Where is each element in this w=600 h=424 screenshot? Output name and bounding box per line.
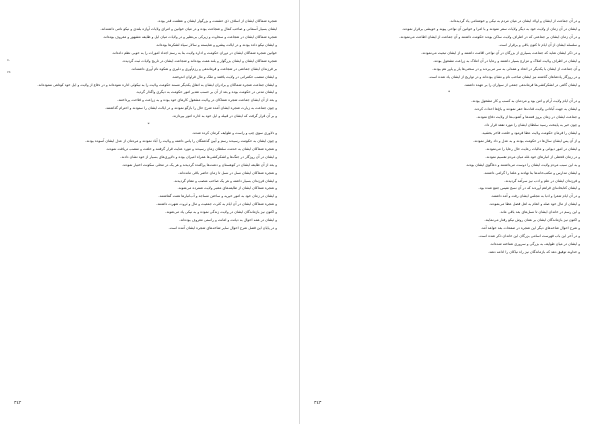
paragraph: و در روزگار پادشاهان گذشته نیز ایشان صاحب نام و نشان بوده‌اند و در تواریخ از ایشان یاد شده است.	[428, 74, 580, 79]
paragraph: و به این سبب مردم ولایت ایشان را دوست می‌داشتند و دعاگوی ایشان بودند.	[465, 162, 580, 167]
paragraph: و ایشان کتابخانه‌ای فراهم آوردند که در آن نسخ نفیس جمع شده بود.	[478, 186, 580, 191]
paragraph: خوانین شجره شماکان ایشان در دوران حکومت و اداره ولایت بنا به رسم اجداد امورات را به خوبی نظم داده‌اند.	[111, 50, 277, 55]
paragraph: و در آن جماعت از ایشان و اولاد ایشان در میان مردم به نیکی و خوشنامی یاد گردیده‌اند.	[449, 19, 580, 23]
paragraph: شجره شماکان ایشان و ایشان بزرگوار و بلند همت بوده‌اند و شجاعت ایشان در تاریخ ولایات ثبت گردیده.	[122, 58, 277, 63]
paragraph: و شجره شماکان ایشان نسل در نسل تا زمان حاضر باقی مانده‌اند.	[178, 170, 277, 175]
paragraph: و شجره شماکان ایشان از طایفه‌های معتبر ولایت شمرده می‌شوند.	[177, 186, 277, 191]
paragraph: و چون خبر به پایتخت رسید سلطان ایشان را مورد تفقد قرار داد.	[483, 122, 580, 127]
paragraph: و ایشان در همه احوال به دیانت و امانت و راستی معروف بوده‌اند.	[179, 218, 277, 223]
paragraph: و ایشان در آن زمان از ولایت خود به دیگر ولایات سفر نمودند و با امرا و خوانین آن نواحی پیوند و خویشی برقرار نمودند.	[401, 26, 580, 31]
paragraph: و بعد از آن طایفه ایشان در کوهستان و دشت‌ها پراکنده گردیدند و هر یک در محلی سکونت اختیار نمودند.	[121, 162, 277, 167]
right-page	[300, 0, 600, 424]
paragraph: و در ذکر ایشان شاید که جماعت بسیاری از بزرگان در آن نواحی اقامت داشتند و از ایشان تبعیت می‌نمودند.	[421, 50, 580, 55]
paragraph: و چون جماعت به زیارت شجره ایشان آمده شرح حال را بازگو نمودند و در ایالت ایشان را ستودند و احترام گذاشتند.	[105, 106, 277, 111]
paragraph: و دلاوری سوی چپ و راست و طوایف کرمان کرده شدند.	[191, 130, 277, 135]
paragraph: و سلسله ایشان از آن ایام تا کنون باقی و برقرار است.	[498, 42, 580, 47]
paragraph: و این رسم در خاندان ایشان تا نسل‌های بعد باقی ماند.	[499, 210, 580, 215]
paragraph: و در آن ایام شعرا و ادبا به مجلس ایشان رفت و آمد داشتند.	[490, 194, 580, 199]
paragraph: و ایشان فرزندان بسیار داشته و هر یک صاحب منصب و مقام گردیدند.	[173, 178, 277, 183]
right-page-number: ٣٤٣	[314, 401, 322, 406]
paragraph: و ایشان جماعت شجره شماکان و برادران ایشان به اتفاق یکدیگر مسند حکومت ولایت را به نیکوئی اداره نموده‌اند و در دفاع از ولایت و ایل خود کوتاهی ننموده‌اند.	[37, 82, 277, 87]
margin-marker: ٧٥	[7, 70, 11, 74]
paragraph: و چون ایشان به حکومت رسیدند رسم و آیین گذشتگان را پاس داشته و ولایت را آباد نمودند و مردمان از عدل ایشان آسوده بودند.	[85, 138, 277, 143]
left-page-number: ٣٤٢	[14, 401, 22, 406]
paragraph: و ایشان در امور دیوانی و مالیات رعایت حال رعایا را می‌نمودند.	[485, 146, 580, 151]
paragraph: و بر آن قرار گرفت که ایشان در قبیله و ایل خود به اداره امور بپردازند.	[171, 114, 277, 119]
paragraph: و فرزندان ایشان در علم و ادب نیز سرآمد گردیدند.	[504, 178, 580, 183]
paragraph: و خداوند توفیق دهد که بازماندگان نیز راه نیاکان را ادامه دهند.	[488, 249, 580, 254]
paragraph: و بعد از آن ایشان جماعت شجره شماکان در ولایت مشغول کارهای خود بوده و به زراعت و فلاحت پرداختند.	[117, 98, 277, 103]
margin-marker: ٥٠	[7, 58, 11, 62]
section-separator: *	[147, 121, 150, 127]
section-separator: *	[448, 89, 450, 95]
paragraph: و در پایان این فصل شرح احوال سایر شاخه‌های شجره ایشان آمده است.	[168, 226, 277, 231]
paragraph: و اکنون نیز بازماندگان ایشان بر همان روش نیکو رفتار می‌نمایند.	[484, 218, 580, 223]
paragraph: و ایشان از مال خود صله و انعام به اهل فضل عطا می‌نمودند.	[488, 202, 580, 207]
paragraph: و ایشان در آن روزگار در جنگ‌ها و لشکرکشی‌ها همراه امیران بوده و دلاوری‌های بسیار از خود نشان دادند.	[120, 154, 277, 159]
paragraph: و شرح احوال شاخه‌های دیگر این شجره در صفحات بعد خواهد آمد.	[480, 226, 580, 231]
paragraph: و ایشان گاهی در لشکرکشی‌ها فرماندهی جمعی از سواران را بر عهده داشتند.	[463, 82, 580, 87]
paragraph: و در آخر این باب فهرست اسامی بزرگان این خاندان ذکر شده است.	[478, 234, 580, 239]
paragraph: بر فرزندان ایشان جماعتی در شجاعت و فرماندهی و رزم‌آوری و دلیری و شکوه نام آوری داشته‌اند.	[130, 66, 277, 71]
paragraph: و ایشان منصب حکمرانی در ولایت یافتند و ملک و مال فراوان اندوختند.	[171, 74, 277, 79]
paragraph: شجره شماکان ایشان در شجاعت و سخاوت و زیرکی بی‌نظیر و در ولایات میان ایل و طایفه مشهور و معروف بوده‌اند.	[102, 34, 277, 39]
paragraph: و آن جماعت از ایشان با یکدیگر در اتحاد و همدلی به سر می‌بردند و در سختی‌ها یار و یاور هم بودند.	[432, 66, 580, 71]
paragraph: و ایشان مدارس و مکتب‌خانه‌ها بنا نهادند و علما را گرامی داشتند.	[483, 170, 580, 175]
paragraph: و ایشان را فرمان حکومت ولایت عطا فرمود و خلعت فاخر بخشید.	[481, 130, 580, 135]
left-page-text-column	[20, 18, 277, 362]
paragraph: و ایشان در میان طوایف به بزرگی و سروری شناخته شده‌اند.	[489, 242, 580, 247]
paragraph: و در آن ایام ولایت آرام و امن بود و مردمان به کسب و کار مشغول بودند.	[471, 99, 580, 104]
paragraph: و ایشان مدتی در حکومت بوده و بعد از آن بر حسب تقدیر امور حکومت به دیگری واگذار گردید.	[135, 90, 277, 95]
paragraph: شجره شماکان ایشان از اسلاف ذی حشمت و بزرگوار ایشان و عظمت قدر بوده.	[157, 19, 277, 23]
paragraph: و اکنون نیز بازماندگان ایشان در ولایت زندگی نموده و به نیکی یاد می‌شوند.	[165, 210, 277, 215]
paragraph: و ایشان نیکو داده بودند و در ایالت پیشرو و شایسته و سالار سپاه لشکرها بوده‌اند.	[155, 42, 277, 47]
paragraph: و ایشان در زمان خود به امور خیریه و ساختن مساجد و آب‌انبارها همت گماشتند.	[158, 194, 277, 199]
right-page-text-column	[318, 18, 580, 362]
paragraph: ایشان بسیار آسمانی و صاحب کمال و شجاعت بوده و در میان خوانین و امرای ولایات آوازه بلندی و نیکو نامی داشته‌اند.	[100, 26, 277, 31]
paragraph: و جماعت ایشان در زمان بروز فتنه‌ها و آشوب‌ها از ولایت دفاع نمودند.	[476, 115, 580, 120]
paragraph: و شجره شماکان ایشان در آن ایام به کثرت جمعیت و مال و ثروت شهرت داشتند.	[156, 202, 277, 207]
paragraph: و در آن زمان ایشان بر جماعتی که در اطراف ولایت ساکن بودند حکومت داشتند و آن جماعت از ایشان اطاعت می‌نمودند.	[399, 34, 580, 39]
paragraph: و از آن پس ایشان سال‌ها در حکومت بودند و به عدل و داد رفتار نمودند.	[473, 138, 580, 143]
paragraph: و ایشان در اطراف ولایت املاک و مزارع بسیار داشتند و رعایا در آن املاک به زراعت مشغول بودند.	[433, 58, 580, 63]
paragraph: و در زمان قحطی از انبارهای خود غله میان مردم تقسیم نمودند.	[485, 154, 580, 159]
paragraph: و ایشان به جهت آبادانی ولایت قنات‌ها حفر نمودند و باغ‌ها احداث کردند.	[473, 107, 580, 112]
paragraph: و شجره شماکان ایشان به خدمت سلطان زمان رسیدند و مورد عنایت قرار گرفتند و خلعت و منصب دریافت نمودند.	[105, 146, 277, 151]
